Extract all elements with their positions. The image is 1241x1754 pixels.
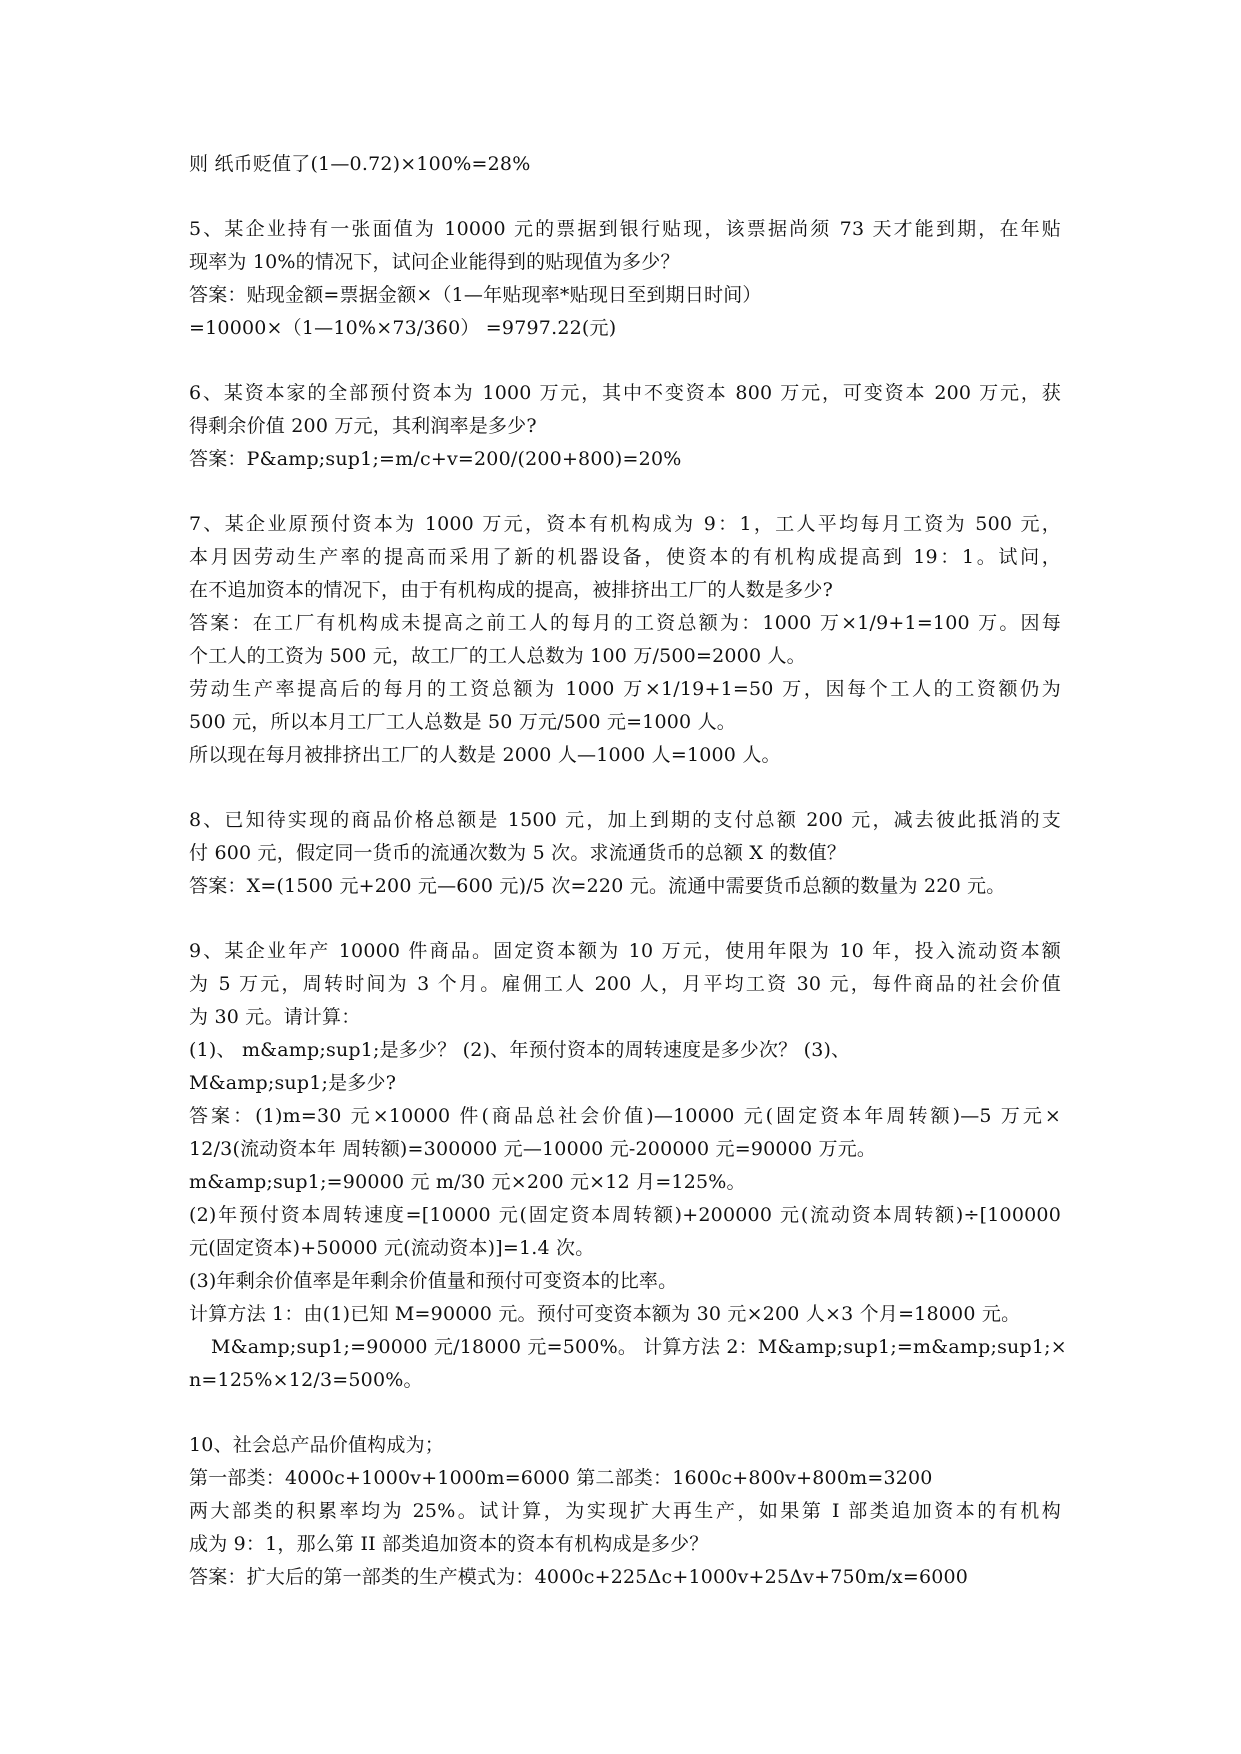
question-7-answer-line-2: 个工人的工资为 500 元，故工厂的工人总数为 100 万/500=2000 人。	[189, 645, 806, 667]
question-7-answer-line-1: 答案：在工厂有机构成未提高之前工人的每月的工资总额为：1000 万×1/9+1=100 万。因每	[189, 612, 1061, 634]
question-9-text-line-4: (1)、 m&amp;sup1;是多少？ (2)、年预付资本的周转速度是多少次？ (3)、	[189, 1039, 851, 1061]
question-8-text-line-1: 8、已知待实现的商品价格总额是 1500 元，加上到期的支付总额 200 元，减去彼此抵消的支	[189, 809, 1061, 831]
question-9-answer-line-4: (2)年预付资本周转速度=[10000 元(固定资本周转额)+200000 元(流动资本周转额)÷[100000	[189, 1204, 1061, 1226]
question-9-answer-line-9: n=125%×12/3=500%。	[189, 1369, 423, 1391]
question-9-answer-line-7: 计算方法 1：由(1)已知 M=90000 元。预付可变资本额为 30 元×200 人×3 个月=18000 元。	[189, 1303, 1021, 1325]
question-7-text-line-2: 本月因劳动生产率的提高而采用了新的机器设备，使资本的有机构成提高到 19：1。试问，	[189, 546, 1061, 568]
question-9-text-line-3: 为 30 元。请计算：	[189, 1006, 361, 1028]
question-9-answer-line-6: (3)年剩余价值率是年剩余价值量和预付可变资本的比率。	[189, 1270, 678, 1292]
question-9-answer-line-2: 12/3(流动资本年 周转额)=300000 元—10000 元-200000 元=90000 万元。	[189, 1138, 877, 1160]
question-6-answer-line-1: 答案：P&amp;sup1;=m/c+v=200/(200+800)=20%	[189, 448, 682, 470]
question-7-answer-line-5: 所以现在每月被排挤出工厂的人数是 2000 人—1000 人=1000 人。	[189, 744, 781, 766]
question-5-text-line-2: 现率为 10%的情况下，试问企业能得到的贴现值为多少？	[189, 251, 680, 273]
question-7-text-line-1: 7、某企业原预付资本为 1000 万元，资本有机构成为 9：1，工人平均每月工资为 500 元，	[189, 513, 1061, 535]
question-10	[189, 1429, 1061, 1594]
question-5	[189, 213, 1061, 345]
question-10-text-line-2: 第一部类：4000c+1000v+1000m=6000 第二部类：1600c+800v+800m=3200	[189, 1467, 933, 1489]
question-9-text-line-2: 为 5 万元，周转时间为 3 个月。雇佣工人 200 人，月平均工资 30 元，每件商品的社会价值	[189, 973, 1061, 995]
question-10-text-line-1: 10、社会总产品价值构成为；	[189, 1434, 444, 1456]
question-5-answer-line-1: 答案：贴现金额=票据金额×（1—年贴现率*贴现日至到期日时间）	[189, 284, 762, 306]
question-6-text-line-2: 得剩余价值 200 万元，其利润率是多少?	[189, 415, 537, 437]
question-9-answer-line-5: 元(固定资本)+50000 元(流动资本)]=1.4 次。	[189, 1237, 595, 1259]
question-5-answer-line-2: =10000×（1—10%×73/360） =9797.22(元)	[189, 317, 617, 339]
question-8-text-line-2: 付 600 元，假定同一货币的流通次数为 5 次。求流通货币的总额 X 的数值？	[189, 842, 847, 864]
question-5-text-line-1: 5、某企业持有一张面值为 10000 元的票据到银行贴现，该票据尚须 73 天才能到期，在年贴	[189, 218, 1061, 240]
question-8-answer-line-1: 答案：X=(1500 元+200 元—600 元)/5 次=220 元。流通中需要货币总额的数量为 220 元。	[189, 875, 1006, 897]
question-10-text-line-4: 成为 9：1，那么第 II 部类追加资本的资本有机构成是多少？	[189, 1533, 709, 1555]
question-9-answer-line-8: M&amp;sup1;=90000 元/18000 元=500%。 计算方法 2：M&amp;sup1;=m&amp;sup1;×	[211, 1336, 1067, 1358]
question-9-answer-line-3: m&amp;sup1;=90000 元 m/30 元×200 元×12 月=125%。	[189, 1171, 746, 1193]
question-10-answer-line-1: 答案：扩大后的第一部类的生产模式为：4000c+225Δc+1000v+25Δv+750m/x=6000	[189, 1566, 969, 1588]
question-9-text-line-1: 9、某企业年产 10000 件商品。固定资本额为 10 万元，使用年限为 10 年，投入流动资本额	[189, 940, 1061, 962]
intro-line: 则 纸币贬值了(1—0.72)×100%=28%	[189, 153, 531, 175]
question-9-text-line-5: M&amp;sup1;是多少?	[189, 1072, 397, 1094]
question-7	[189, 508, 1061, 772]
question-7-text-line-3: 在不追加资本的情况下，由于有机构成的提高，被排挤出工厂的人数是多少?	[189, 579, 833, 601]
question-7-answer-line-3: 劳动生产率提高后的每月的工资总额为 1000 万×1/19+1=50 万，因每个工人的工资额仍为	[189, 678, 1061, 700]
question-6	[189, 377, 1061, 476]
question-6-text-line-1: 6、某资本家的全部预付资本为 1000 万元，其中不变资本 800 万元，可变资本 200 万元，获	[189, 382, 1061, 404]
question-10-text-line-3: 两大部类的积累率均为 25%。试计算，为实现扩大再生产，如果第 I 部类追加资本的有机构	[189, 1500, 1061, 1522]
question-9	[189, 935, 1067, 1397]
question-8	[189, 804, 1061, 903]
question-9-answer-line-1: 答案：(1)m=30 元×10000 件(商品总社会价值)—10000 元(固定资本年周转额)—5 万元×	[189, 1105, 1061, 1127]
question-7-answer-line-4: 500 元，所以本月工厂工人总数是 50 万元/500 元=1000 人。	[189, 711, 736, 733]
